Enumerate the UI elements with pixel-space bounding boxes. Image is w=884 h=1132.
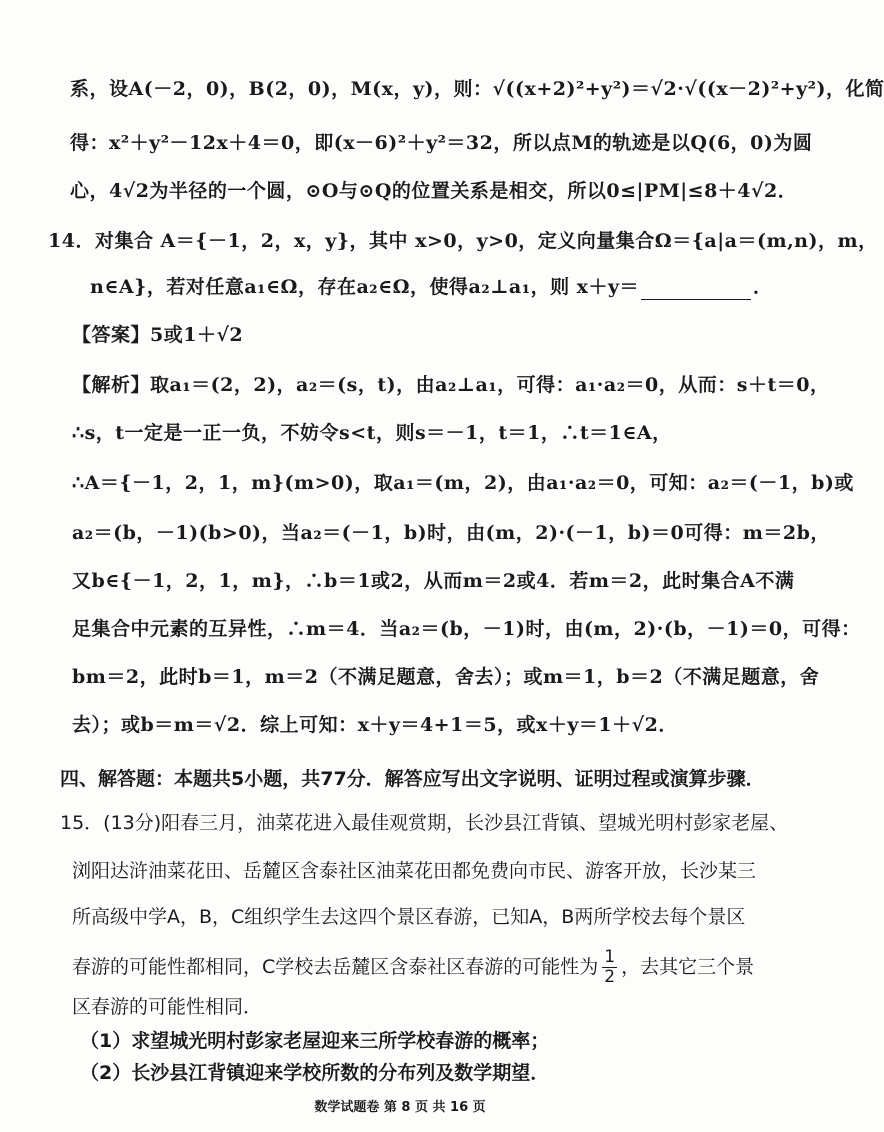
analysis-line-8: 去）；或b＝m＝√2．综上可知：x＋y＝4+1＝5，或x＋y＝1＋√2． [72,714,678,736]
solution13-line3: 心，4√2为半径的一个圆，⊙O与⊙Q的位置关系是相交，所以0≤|PM|≤8＋4√2． [70,180,798,202]
question15-line4-end: ，去其它三个景 [621,956,755,978]
question15-sub1: （1）求望城光明村彭家老屋迎来三所学校春游的概率； [80,1030,550,1052]
question15-line1: 15．(13分)阳春三月，油菜花进入最佳观赏期，长沙县江背镇、望城光明村彭家老屋、 [60,812,789,834]
answer-blank [641,280,751,300]
question15-line4-text: 春游的可能性都相同，C学校去岳麓区含泰社区春游的可能性为 [72,956,599,978]
question14-line2-text: n∈A}，若对任意a₁∈Ω，存在a₂∈Ω，使得a₂⊥a₁，则 x＋y＝ [90,276,640,298]
fraction-numerator: 1 [604,947,616,967]
analysis-line-5: 又b∈{－1，2，1，m}，∴b＝1或2，从而m＝2或4．若m＝2，此时集合A不满 [72,570,795,592]
analysis-line-1: 【解析】取a₁＝(2，2)，a₂＝(s，t)，由a₂⊥a₁，可得：a₁·a₂＝0，从而：s＋t＝0， [72,374,830,396]
page-footer: 数学试题卷 第 8 页 共 16 页 [314,1100,486,1115]
analysis-line-6: 足集合中元素的互异性，∴m＝4．当a₂＝(b，－1)时，由(m，2)·(b，－1)＝0，可得： [72,618,861,640]
analysis-line-4: a₂＝(b，－1)(b>0)，当a₂＝(－1，b)时，由(m，2)·(－1，b)＝0可得：m＝2b， [72,522,830,544]
question15-line5: 区春游的可能性相同． [72,996,263,1018]
fraction-denominator: 2 [604,967,616,987]
question14-line2-end: ． [753,276,773,298]
question15-line3: 所高级中学A，B，C组织学生去这四个景区春游，已知A，B两所学校去每个景区 [72,906,746,928]
fraction-one-half [602,948,617,987]
analysis-line-7: bm＝2，此时b＝1，m＝2（不满足题意，舍去）；或m＝1，b＝2（不满足题意，舍 [72,666,820,688]
question14-answer: 【答案】5或1＋√2 [72,324,244,346]
question14-line1: 14．对集合 A＝{－1，2，x，y}，其中 x>0，y>0，定义向量集合Ω＝{a|a＝(m,n)，m， [48,230,878,252]
section4-heading: 四、解答题：本题共5小题，共77分．解答应写出文字说明、证明过程或演算步骤． [60,768,765,790]
analysis-line-3: ∴A＝{－1，2，1，m}(m>0)，取a₁＝(m，2)，由a₁·a₂＝0，可知：a₂＝(－1，b)或 [72,472,854,494]
solution13-line1: 系，设A(－2，0)，B(2，0)，M(x，y)，则：√((x+2)²+y²)＝√2·√((x－2)²+y²)，化简 [70,78,884,100]
question14-line2 [0,274,800,300]
analysis-line-2: ∴s，t一定是一正一负，不妨令s<t，则s＝－1，t＝1，∴t＝1∈A， [72,422,672,444]
question15-sub2: （2）长沙县江背镇迎来学校所数的分布列及数学期望． [80,1062,550,1084]
question15-line4 [0,948,800,987]
solution13-line2: 得：x²＋y²－12x＋4＝0，即(x－6)²＋y²＝32，所以点M的轨迹是以Q(6，0)为圆 [70,132,813,154]
question15-line2: 浏阳达浒油菜花田、岳麓区含泰社区油菜花田都免费向市民、游客开放，长沙某三 [72,860,757,882]
